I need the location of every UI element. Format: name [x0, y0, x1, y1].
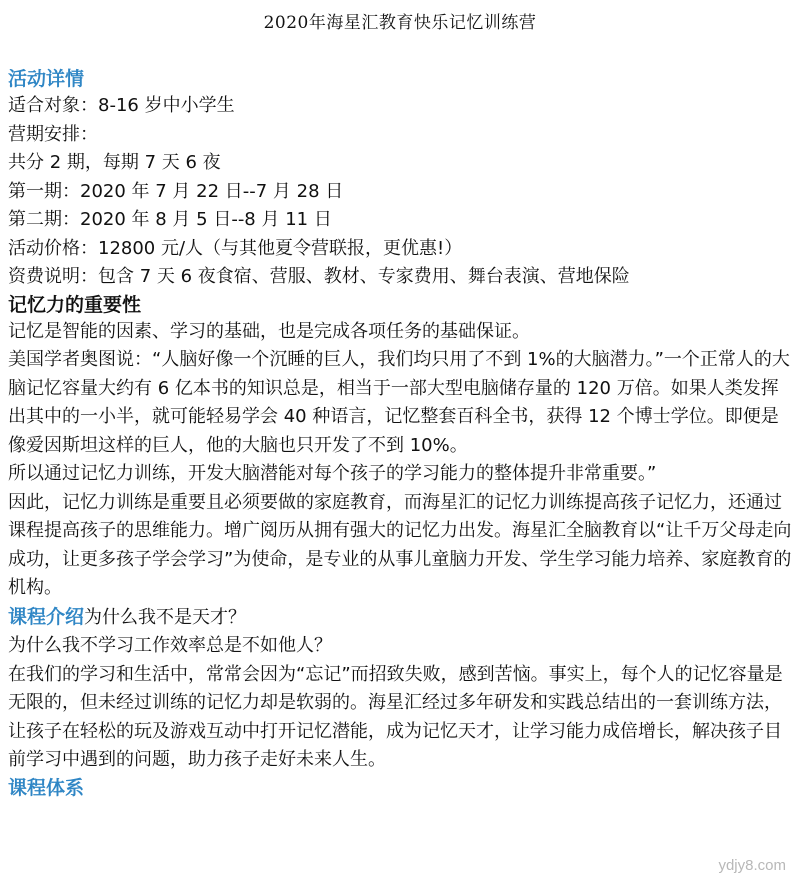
course-heading-line [8, 603, 792, 633]
section-heading-course: 课程介绍 [8, 605, 85, 628]
activity-line: 活动价格：12800 元/人（与其他夏令营联报，更优惠!） [8, 237, 463, 259]
importance-paragraph: 因此，记忆力训练是重要且必须要做的家庭教育，而海星汇的记忆力训练提高孩子记忆力，还通过课程提高孩子的思维能力。增广阅历从拥有强大的记忆力出发。海星汇全脑教育以“让千万父母走向成功，让更多孩子学会学习”为使命，是专业的从事儿童脑力开发、学生学习能力培养、家庭教育的机构。 [8, 491, 792, 598]
activity-line: 资费说明：包含 7 天 6 夜食宿、营服、教材、专家费用、舞台表演、营地保险 [8, 266, 630, 287]
activity-line: 第一期：2020 年 7 月 22 日--7 月 28 日 [8, 180, 344, 202]
importance-paragraph: 美国学者奥图说：“人脑好像一个沉睡的巨人，我们均只用了不到 1%的大脑潜力。”一个正常人的大脑记忆容量大约有 6 亿本书的知识总是，相当于一部大型电脑储存量的 120 万倍。如果人类发挥出其中的一小半，就可能轻易学会 40 种语言，记忆整套百科全书，获得 12 个博士学位。即便是像爱因斯坦这样的巨人，他的大脑也只开发了不到 10%。 [8, 349, 790, 456]
course-paragraph: 为什么我不学习工作效率总是不如他人？ [8, 635, 332, 656]
section-heading-importance: 记忆力的重要性 [8, 293, 142, 316]
watermark: ydjy8.com [718, 857, 786, 874]
importance-paragraph: 所以通过记忆力训练，开发大脑潜能对每个孩子的学习能力的整体提升非常重要。” [8, 463, 657, 484]
activity-line: 适合对象：8-16 岁中小学生 [8, 95, 235, 116]
section-heading-activity: 活动详情 [8, 68, 85, 90]
page-title: 2020年海星汇教育快乐记忆训练营 [263, 13, 537, 33]
section-heading-system: 课程体系 [8, 776, 85, 799]
activity-line: 第二期：2020 年 8 月 5 日--8 月 11 日 [8, 209, 332, 230]
activity-line: 营期安排： [8, 123, 98, 145]
activity-line: 共分 2 期，每期 7 天 6 夜 [8, 152, 221, 173]
course-paragraph: 在我们的学习和生活中，常常会因为“忘记”而招致失败，感到苦恼。事实上，每个人的记忆容量是无限的，但未经过训练的记忆力却是软弱的。海星汇经过多年研发和实践总结出的一套训练方法，让孩子在轻松的玩及游戏互动中打开记忆潜能，成为记忆天才，让学习能力成倍增长，解决孩子目前学习中遇到的问题，助力孩子走好未来人生。 [8, 663, 783, 770]
course-heading-suffix: 为什么我不是天才？ [84, 606, 247, 628]
importance-paragraph: 记忆是智能的因素、学习的基础，也是完成各项任务的基础保证。 [8, 320, 530, 342]
